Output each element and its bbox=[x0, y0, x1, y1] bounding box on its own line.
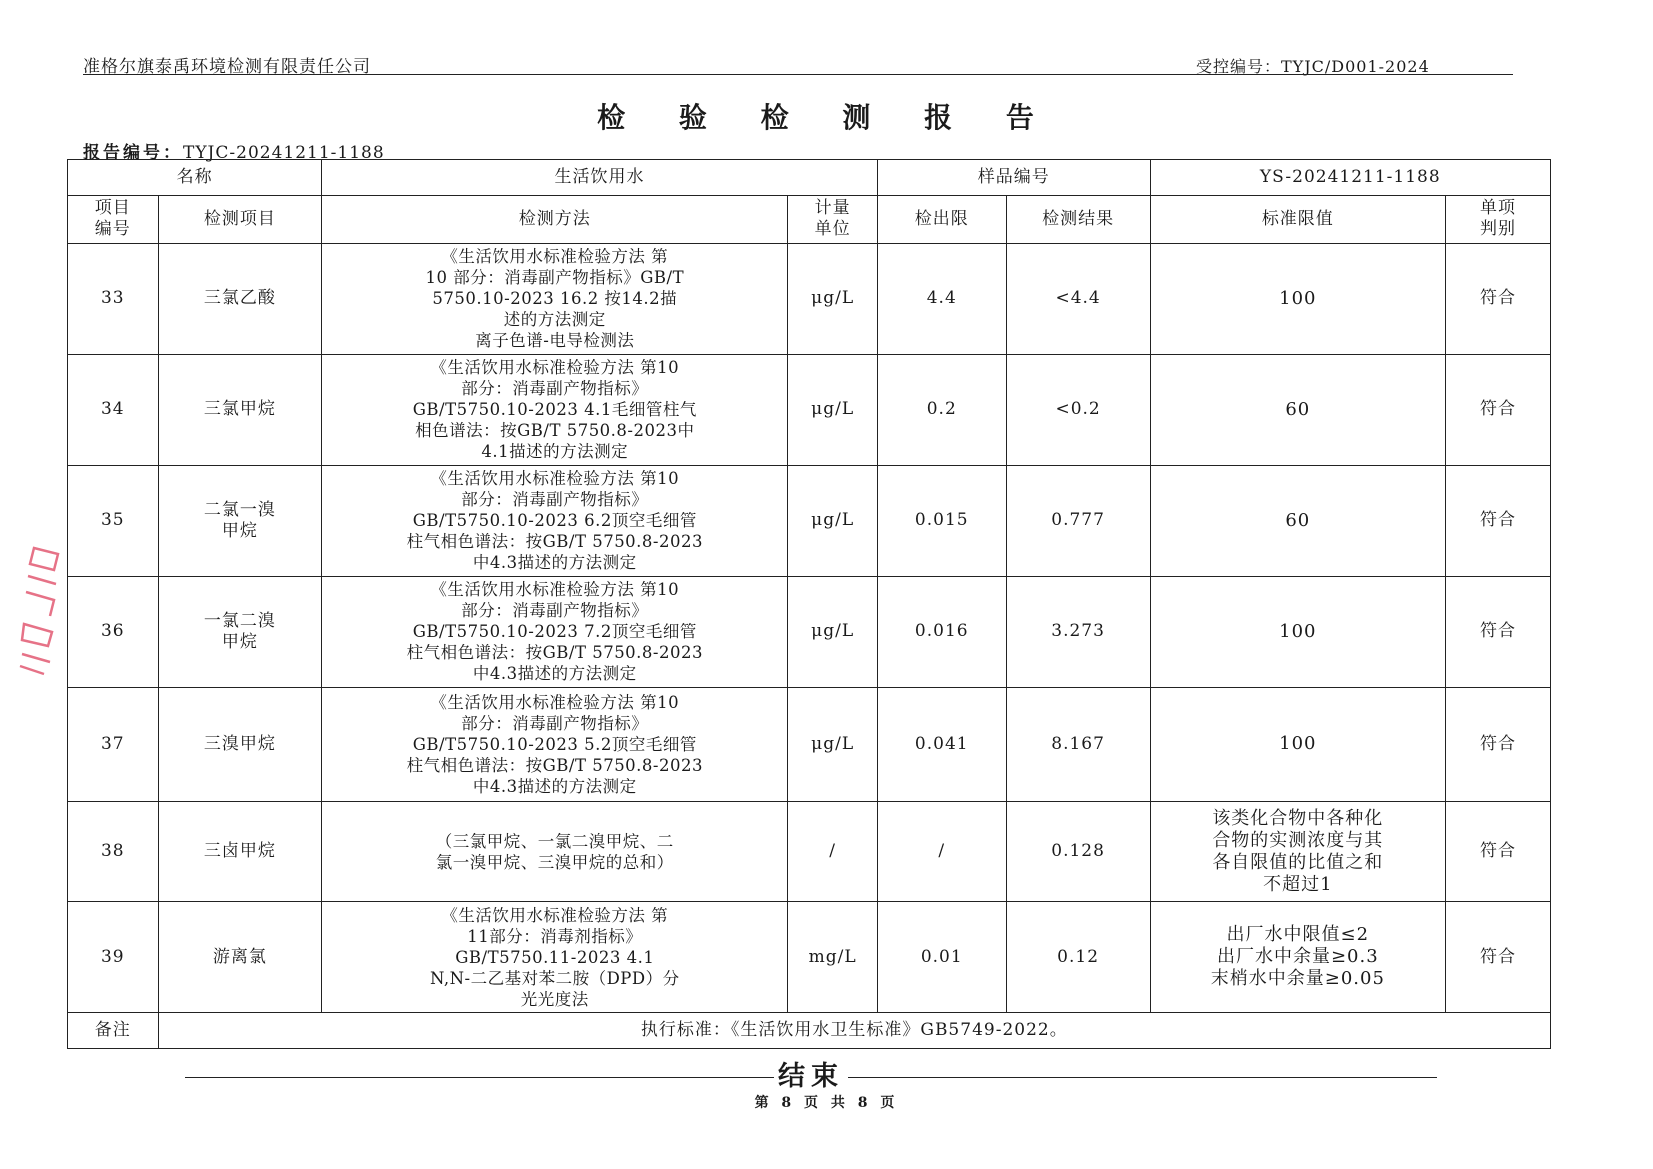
test-result-cell: <0.2 bbox=[1006, 354, 1150, 465]
unit-cell: μg/L bbox=[788, 576, 878, 687]
judgement-cell: 符合 bbox=[1446, 902, 1551, 1013]
unit-cell: mg/L bbox=[788, 902, 878, 1013]
item-number-cell: 38 bbox=[68, 801, 159, 902]
table-row bbox=[68, 576, 1551, 687]
judgement-cell: 符合 bbox=[1446, 801, 1551, 902]
results-table-body bbox=[68, 160, 1551, 1049]
detection-limit-cell: 0.041 bbox=[877, 687, 1006, 801]
end-marker bbox=[185, 1060, 1437, 1094]
test-result-cell: 0.128 bbox=[1006, 801, 1150, 902]
item-name-cell: 二氯一溴 甲烷 bbox=[158, 465, 322, 576]
detection-limit-cell: 4.4 bbox=[877, 243, 1006, 354]
item-number-cell: 36 bbox=[68, 576, 159, 687]
item-number-cell: 34 bbox=[68, 354, 159, 465]
table-row bbox=[68, 354, 1551, 465]
col-standard-header: 标准限值 bbox=[1150, 195, 1445, 243]
col-judge-header: 单项 判别 bbox=[1446, 195, 1551, 243]
test-method-cell: 《生活饮用水标准检验方法 第10 部分：消毒副产物指标》 GB/T5750.10-2023 5.2顶空毛细管 柱气相色谱法：按GB/T 5750.8-2023 中4.3描述的方法测定 bbox=[322, 687, 788, 801]
name-value-cell: 生活饮用水 bbox=[322, 160, 878, 196]
end-text: 结束 bbox=[185, 1060, 1437, 1094]
standard-limit-cell: 100 bbox=[1150, 576, 1445, 687]
remarks-row bbox=[68, 1013, 1551, 1049]
standard-limit-cell: 100 bbox=[1150, 243, 1445, 354]
standard-limit-cell: 60 bbox=[1150, 354, 1445, 465]
standard-limit-cell: 100 bbox=[1150, 687, 1445, 801]
unit-cell: μg/L bbox=[788, 465, 878, 576]
item-name-cell: 游离氯 bbox=[158, 902, 322, 1013]
judgement-cell: 符合 bbox=[1446, 465, 1551, 576]
col-no-header: 项目 编号 bbox=[68, 195, 159, 243]
test-method-cell: 《生活饮用水标准检验方法 第10 部分：消毒副产物指标》 GB/T5750.10-2023 6.2顶空毛细管 柱气相色谱法：按GB/T 5750.8-2023 中4.3描述的方法测定 bbox=[322, 465, 788, 576]
test-result-cell: 0.777 bbox=[1006, 465, 1150, 576]
col-method-header: 检测方法 bbox=[322, 195, 788, 243]
remarks-label: 备注 bbox=[68, 1013, 159, 1049]
table-row bbox=[68, 243, 1551, 354]
table-row bbox=[68, 465, 1551, 576]
page-number: 第 8 页 共 8 页 bbox=[754, 1095, 899, 1111]
item-number-cell: 33 bbox=[68, 243, 159, 354]
standard-limit-cell: 该类化合物中各种化 合物的实测浓度与其 各自限值的比值之和 不超过1 bbox=[1150, 801, 1445, 902]
test-result-cell: 3.273 bbox=[1006, 576, 1150, 687]
test-method-cell: 《生活饮用水标准检验方法 第10 部分：消毒副产物指标》 GB/T5750.10-2023 7.2顶空毛细管 柱气相色谱法：按GB/T 5750.8-2023 中4.3描述的方法测定 bbox=[322, 576, 788, 687]
item-number-cell: 37 bbox=[68, 687, 159, 801]
test-method-cell: 《生活饮用水标准检验方法 第 11部分：消毒剂指标》 GB/T5750.11-2023 4.1 N,N-二乙基对苯二胺（DPD）分 光光度法 bbox=[322, 902, 788, 1013]
item-name-cell: 三氯乙酸 bbox=[158, 243, 322, 354]
red-seal-stamp bbox=[14, 540, 72, 680]
table-row bbox=[68, 687, 1551, 801]
table-row bbox=[68, 801, 1551, 902]
sample-info-row bbox=[68, 160, 1551, 196]
test-method-cell: 《生活饮用水标准检验方法 第 10 部分：消毒副产物指标》GB/T 5750.10-2023 16.2 按14.2描 述的方法测定 离子色谱-电导检测法 bbox=[322, 243, 788, 354]
unit-cell: μg/L bbox=[788, 687, 878, 801]
unit-cell: μg/L bbox=[788, 354, 878, 465]
unit-cell: μg/L bbox=[788, 243, 878, 354]
judgement-cell: 符合 bbox=[1446, 576, 1551, 687]
item-name-cell: 三氯甲烷 bbox=[158, 354, 322, 465]
col-item-header: 检测项目 bbox=[158, 195, 322, 243]
judgement-cell: 符合 bbox=[1446, 243, 1551, 354]
test-method-cell: （三氯甲烷、一氯二溴甲烷、二 氯一溴甲烷、三溴甲烷的总和） bbox=[322, 801, 788, 902]
test-result-cell: 0.12 bbox=[1006, 902, 1150, 1013]
judgement-cell: 符合 bbox=[1446, 354, 1551, 465]
table-row bbox=[68, 902, 1551, 1013]
col-unit-header: 计量 单位 bbox=[788, 195, 878, 243]
test-result-cell: <4.4 bbox=[1006, 243, 1150, 354]
sample-value-cell: YS-20241211-1188 bbox=[1150, 160, 1550, 196]
item-number-cell: 39 bbox=[68, 902, 159, 1013]
control-number: 受控编号：TYJC/D001-2024 bbox=[1196, 57, 1430, 76]
item-name-cell: 三溴甲烷 bbox=[158, 687, 322, 801]
detection-limit-cell: 0.015 bbox=[877, 465, 1006, 576]
company-name: 准格尔旗泰禹环境检测有限责任公司 bbox=[83, 57, 371, 77]
detection-limit-cell: 0.016 bbox=[877, 576, 1006, 687]
unit-cell: / bbox=[788, 801, 878, 902]
detection-limit-cell: 0.2 bbox=[877, 354, 1006, 465]
detection-limit-cell: 0.01 bbox=[877, 902, 1006, 1013]
item-number-cell: 35 bbox=[68, 465, 159, 576]
report-number-label: 报告编号： bbox=[83, 143, 183, 163]
col-result-header: 检测结果 bbox=[1006, 195, 1150, 243]
sample-label-cell: 样品编号 bbox=[877, 160, 1150, 196]
item-name-cell: 一氯二溴 甲烷 bbox=[158, 576, 322, 687]
remarks-text: 执行标准：《生活饮用水卫生标准》GB5749-2022。 bbox=[158, 1013, 1550, 1049]
judgement-cell: 符合 bbox=[1446, 687, 1551, 801]
item-name-cell: 三卤甲烷 bbox=[158, 801, 322, 902]
detection-limit-cell: / bbox=[877, 801, 1006, 902]
col-limit-header: 检出限 bbox=[877, 195, 1006, 243]
standard-limit-cell: 出厂水中限值≤2 出厂水中余量≥0.3 末梢水中余量≥0.05 bbox=[1150, 902, 1445, 1013]
report-number-value: TYJC-20241211-1188 bbox=[183, 143, 385, 163]
report-title: 检 验 检 测 报 告 bbox=[597, 101, 1056, 134]
standard-limit-cell: 60 bbox=[1150, 465, 1445, 576]
header-divider bbox=[83, 74, 1513, 75]
test-method-cell: 《生活饮用水标准检验方法 第10 部分：消毒副产物指标》 GB/T5750.10-2023 4.1毛细管柱气 相色谱法：按GB/T 5750.8-2023中 4.1描述的方法测定 bbox=[322, 354, 788, 465]
column-header-row bbox=[68, 195, 1551, 243]
results-table bbox=[67, 159, 1551, 1049]
test-result-cell: 8.167 bbox=[1006, 687, 1150, 801]
name-label-cell: 名称 bbox=[68, 160, 322, 196]
